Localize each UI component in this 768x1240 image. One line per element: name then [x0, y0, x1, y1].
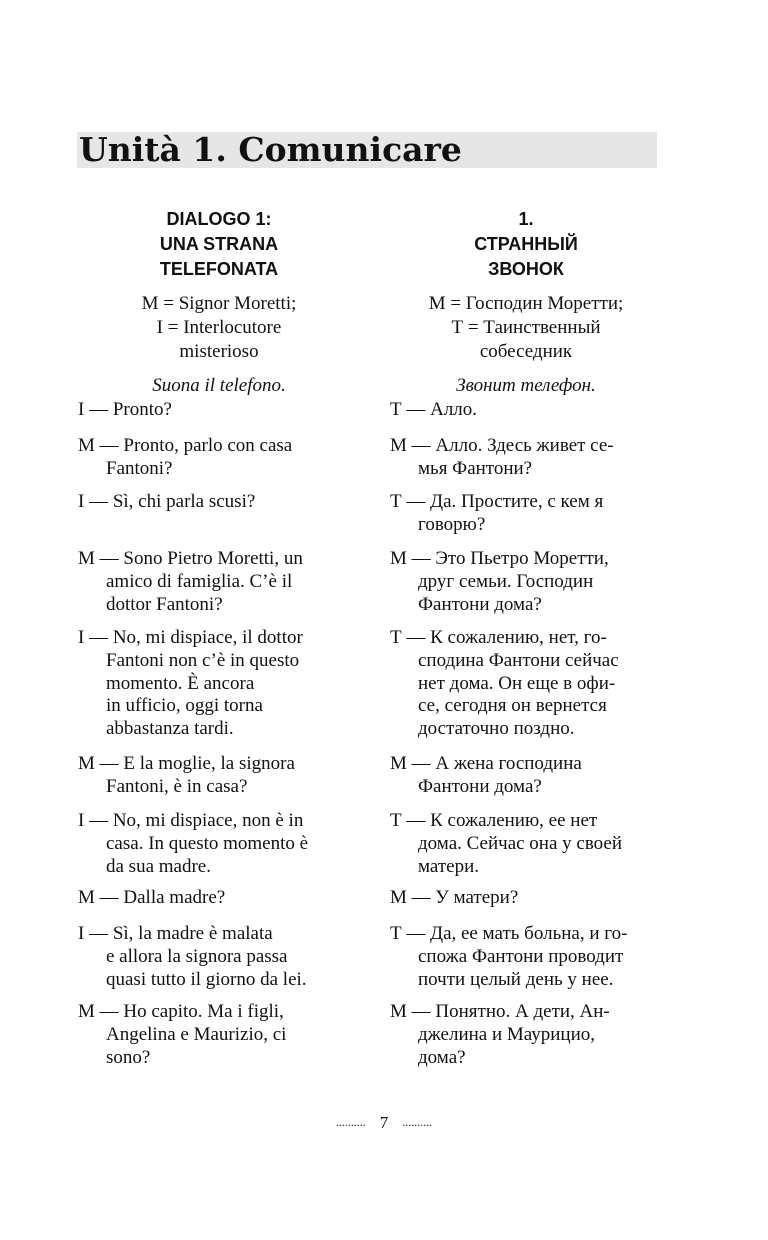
russian-dialogue-turn: [390, 1001, 665, 1069]
russian-dialogue-turn: [390, 810, 665, 878]
italian-dialogue-text: I — No, mi dispiace, non è in: [78, 810, 304, 831]
russian-dialogue-text: дома?: [418, 1046, 466, 1068]
unit-title: Unità 1. Comunicare: [77, 132, 657, 168]
italian-dialogue-turn: [78, 435, 363, 481]
italian-dialogue-turn: [78, 887, 363, 910]
italian-dialogue-text: dottor Fantoni?: [106, 593, 223, 615]
russian-dialogue-text: М — У матери?: [390, 887, 519, 908]
page-number: 7: [379, 1113, 389, 1132]
page-footer: [0, 1112, 768, 1134]
italian-dialogue-turn: [78, 548, 363, 616]
russian-dialogue-turn: [390, 399, 665, 422]
italian-dialogue-text: abbastanza tardi.: [106, 718, 234, 740]
italian-dialogue-text: momento. È ancora: [106, 672, 255, 694]
italian-title-line: UNA STRANA: [159, 234, 279, 254]
russian-dialogue-text: М — Алло. Здесь живет се-: [390, 435, 614, 456]
russian-dialogue-text: М — А жена господина: [390, 753, 582, 774]
italian-speakers: [78, 292, 360, 364]
italian-title-line: TELEFONATA: [159, 259, 279, 279]
russian-dialogue-text: джелина и Маурицио,: [418, 1023, 596, 1045]
italian-dialogue-text: amico di famiglia. C’è il: [106, 570, 293, 592]
russian-dialogue-turn: [390, 627, 665, 741]
russian-dialogue-text: Т — Алло.: [390, 399, 478, 420]
russian-dialogue-text: Фантони дома?: [418, 593, 542, 615]
russian-title-line: 1.: [518, 209, 534, 229]
russian-dialogue-text: дома. Сейчас она у своей: [418, 832, 623, 854]
italian-dialogue-title: [78, 207, 360, 282]
russian-dialogue-turn: [390, 548, 665, 616]
russian-dialogue-turn: [390, 923, 665, 991]
russian-speaker-line: собеседник: [479, 341, 573, 362]
footer-dots-left: ..........: [335, 1115, 366, 1129]
italian-dialogue-turn: [78, 627, 363, 741]
italian-dialogue-turn: [78, 399, 363, 422]
italian-dialogue-text: in ufficio, oggi torna: [106, 695, 263, 717]
russian-stage-direction: Звонит телефон.: [456, 375, 596, 396]
russian-dialogue-text: М — Это Пьетро Моретти,: [390, 548, 609, 569]
russian-dialogue-text: сподина Фантони сейчас: [418, 649, 619, 671]
italian-speaker-line: M = Signor Moretti;: [141, 293, 297, 314]
footer-dots-right: ..........: [402, 1115, 433, 1129]
russian-dialogue-text: нет дома. Он еще в офи-: [418, 672, 616, 694]
italian-speaker-line: misterioso: [179, 341, 259, 362]
russian-dialogue-text: Т — Да. Простите, с кем я: [390, 491, 604, 512]
italian-dialogue-turn: [78, 1001, 363, 1069]
russian-dialogue-text: говорю?: [418, 513, 486, 535]
russian-speakers: [390, 292, 662, 364]
italian-dialogue-text: Fantoni?: [106, 457, 173, 479]
italian-dialogue-text: Fantoni non c’è in questo: [106, 649, 300, 671]
italian-column: [78, 207, 360, 398]
russian-dialogue-title: [390, 207, 662, 282]
italian-dialogue-text: M — Sono Pietro Moretti, un: [78, 548, 303, 569]
russian-dialogue-turn: [390, 753, 665, 799]
italian-dialogue-turn: [78, 923, 363, 991]
russian-dialogue-text: Фантони дома?: [418, 775, 542, 797]
russian-dialogue-text: достаточно поздно.: [418, 718, 575, 740]
russian-dialogue-text: друг семьи. Господин: [418, 570, 594, 592]
russian-dialogue-text: спожа Фантони проводит: [418, 945, 624, 967]
italian-dialogue-turn: [78, 753, 363, 799]
russian-dialogue-text: мья Фантони?: [418, 457, 533, 479]
russian-dialogue-turn: [390, 887, 665, 910]
italian-stage-direction: Suona il telefono.: [152, 375, 286, 396]
russian-dialogue-text: матери.: [418, 855, 479, 877]
russian-dialogue-text: М — Понятно. А дети, Ан-: [390, 1001, 610, 1022]
italian-dialogue-text: I — Sì, chi parla scusi?: [78, 491, 256, 512]
italian-dialogue-text: M — Dalla madre?: [78, 887, 226, 908]
russian-dialogue-turn: [390, 435, 665, 481]
russian-dialogue-text: почти целый день у нее.: [418, 968, 614, 990]
italian-dialogue-text: I — No, mi dispiace, il dottor: [78, 627, 303, 648]
italian-dialogue-text: I — Sì, la madre è malata: [78, 923, 273, 944]
italian-dialogue-text: quasi tutto il giorno da lei.: [106, 968, 307, 990]
russian-dialogue-text: се, сегодня он вернется: [418, 695, 607, 717]
italian-title-line: DIALOGO 1:: [166, 209, 272, 229]
russian-title-line: СТРАННЫЙ: [474, 234, 578, 254]
russian-dialogue-text: Т — Да, ее мать больна, и го-: [390, 923, 628, 944]
italian-dialogue-text: I — Pronto?: [78, 399, 172, 420]
italian-speaker-line: I = Interlocutore: [156, 317, 282, 338]
russian-dialogue-text: Т — К сожалению, ее нет: [390, 810, 598, 831]
russian-speaker-line: М = Господин Моретти;: [428, 293, 624, 314]
italian-dialogue-text: M — E la moglie, la signora: [78, 753, 295, 774]
russian-title-line: ЗВОНОК: [488, 259, 564, 279]
italian-dialogue-text: sono?: [106, 1046, 151, 1068]
russian-dialogue-text: Т — К сожалению, нет, го-: [390, 627, 607, 648]
italian-dialogue-text: Angelina e Maurizio, ci: [106, 1023, 287, 1045]
italian-dialogue-text: Fantoni, è in casa?: [106, 775, 248, 797]
russian-speaker-line: Т = Таинственный: [451, 317, 601, 338]
russian-column: [390, 207, 662, 398]
italian-dialogue-text: e allora la signora passa: [106, 945, 288, 967]
italian-dialogue-text: casa. In questo momento è: [106, 832, 309, 854]
italian-dialogue-turn: [78, 491, 363, 514]
italian-dialogue-text: M — Ho capito. Ma i figli,: [78, 1001, 284, 1022]
italian-dialogue-turn: [78, 810, 363, 878]
italian-dialogue-text: da sua madre.: [106, 855, 211, 877]
russian-dialogue-turn: [390, 491, 665, 537]
italian-dialogue-text: M — Pronto, parlo con casa: [78, 435, 293, 456]
